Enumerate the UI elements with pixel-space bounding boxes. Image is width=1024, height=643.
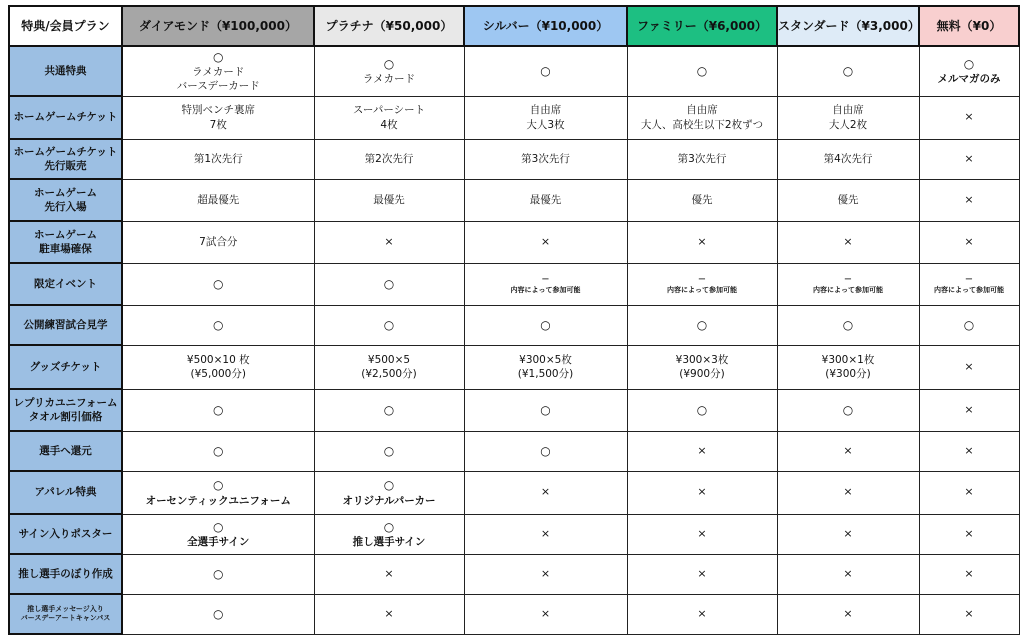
row-header-label: 選手へ還元	[39, 444, 92, 457]
available-mark: ○	[383, 478, 395, 493]
unavailable-mark: ×	[964, 234, 974, 248]
cell-text: 内容によって参加可能	[934, 286, 1004, 295]
table-row	[9, 389, 1019, 431]
unavailable-mark: ×	[964, 402, 974, 416]
table-cell	[627, 554, 777, 594]
cell-text: ¥300×3枚	[675, 353, 729, 366]
table-cell	[314, 471, 464, 514]
available-mark: ○	[842, 402, 854, 417]
row-header	[9, 96, 122, 139]
header-plan-1: ダイアモンド（¥100,000）	[122, 6, 314, 46]
table-cell	[627, 263, 777, 305]
table-cell	[122, 431, 314, 471]
row-header	[9, 389, 122, 431]
cell-text: ラメカード	[362, 73, 416, 86]
header-plan-2: プラチナ（¥50,000）	[314, 6, 464, 46]
table-cell	[122, 471, 314, 514]
unavailable-mark: ×	[964, 192, 974, 206]
table-cell	[627, 179, 777, 221]
table-cell	[627, 431, 777, 471]
available-mark: ○	[383, 402, 395, 417]
available-mark: ○	[540, 443, 551, 458]
row-header-label: 推し選手メッセージ入り	[27, 604, 104, 613]
table-cell	[314, 514, 464, 554]
table-cell	[919, 514, 1019, 554]
unavailable-mark: ×	[540, 566, 551, 580]
cell-text: メルマガのみ	[937, 73, 1001, 86]
available-mark: ○	[213, 49, 224, 64]
cell-text: (¥5,000分)	[190, 368, 246, 380]
table-cell	[464, 554, 627, 594]
table-row	[9, 345, 1019, 389]
table-cell	[122, 96, 314, 139]
table-cell	[777, 263, 919, 305]
table-cell	[777, 305, 919, 345]
table-row	[9, 431, 1019, 471]
unavailable-mark: ×	[697, 526, 707, 540]
cell-text: 内容によって参加可能	[510, 286, 581, 295]
cell-text: 自由席	[529, 104, 562, 117]
table-cell	[627, 514, 777, 554]
cell-text: 推し選手サイン	[352, 536, 426, 548]
header-plan-4: ファミリー（¥6,000）	[627, 6, 777, 46]
table-cell	[314, 139, 464, 179]
row-header	[9, 431, 122, 471]
table-body	[9, 46, 1019, 634]
unavailable-mark: ×	[384, 566, 394, 580]
cell-text: 第3次先行	[677, 152, 727, 165]
unavailable-mark: ×	[697, 443, 707, 457]
table-cell	[919, 139, 1019, 179]
unavailable-mark: ×	[843, 526, 853, 540]
cell-text: オーセンティックユニフォーム	[145, 494, 291, 507]
table-cell	[919, 221, 1019, 263]
table-cell	[464, 389, 627, 431]
table-cell	[464, 471, 627, 514]
unavailable-mark: ×	[384, 606, 394, 620]
unavailable-mark: ×	[843, 566, 853, 580]
cell-text: 4枚	[380, 118, 398, 131]
unavailable-mark: ×	[540, 234, 551, 248]
table-cell	[122, 221, 314, 263]
row-header-label: グッズチケット	[29, 360, 102, 373]
available-mark: ○	[213, 276, 224, 291]
table-cell	[122, 46, 314, 96]
cell-text: 内容によって参加可能	[813, 286, 883, 295]
table-row	[9, 305, 1019, 345]
available-mark: ○	[963, 57, 975, 72]
cell-text: 優先	[837, 193, 859, 206]
cell-text: ¥500×5	[367, 353, 411, 366]
table-cell	[122, 305, 314, 345]
available-mark: ○	[963, 317, 975, 332]
table-cell	[919, 554, 1019, 594]
table-cell	[122, 179, 314, 221]
row-header-label: アパレル特典	[34, 486, 97, 499]
table-cell	[464, 179, 627, 221]
row-header	[9, 554, 122, 594]
available-mark: ○	[213, 443, 224, 458]
membership-benefits-table	[8, 5, 1020, 635]
table-cell	[122, 263, 314, 305]
available-mark: ○	[383, 443, 395, 458]
row-header-label: ホームゲームチケット	[13, 111, 118, 124]
table-cell	[627, 46, 777, 96]
row-header-label: バースデーアートキャンパス	[20, 614, 111, 622]
table-cell	[919, 179, 1019, 221]
unavailable-mark: ×	[964, 151, 974, 165]
table-cell	[627, 471, 777, 514]
dash-mark: −	[541, 273, 550, 285]
row-header-label: ホームゲーム	[34, 186, 97, 199]
unavailable-mark: ×	[843, 443, 853, 457]
row-header-label: タオル割引価格	[28, 411, 103, 423]
unavailable-mark: ×	[964, 443, 974, 457]
available-mark: ○	[383, 519, 395, 534]
cell-text: 自由席	[832, 104, 864, 117]
table-row	[9, 514, 1019, 554]
cell-text: 優先	[691, 193, 713, 206]
row-header-label: 推し選手のぼり作成	[18, 567, 113, 580]
table-cell	[122, 389, 314, 431]
row-header-label: 先行入場	[44, 201, 87, 213]
table-cell	[627, 305, 777, 345]
table-row	[9, 139, 1019, 179]
table-cell	[777, 471, 919, 514]
table-cell	[627, 389, 777, 431]
table-row	[9, 263, 1019, 305]
cell-text: (¥2,500分)	[361, 368, 417, 380]
table-cell	[919, 305, 1019, 345]
row-header-label: ホームゲームチケット	[13, 145, 118, 158]
cell-text: 全選手サイン	[187, 536, 250, 548]
available-mark: ○	[696, 64, 708, 79]
table-cell	[777, 179, 919, 221]
available-mark: ○	[842, 317, 854, 332]
cell-text: 第1次先行	[193, 152, 243, 165]
table-cell	[464, 263, 627, 305]
table-cell	[627, 345, 777, 389]
table-row	[9, 594, 1019, 634]
cell-text: バースデーカード	[176, 80, 260, 93]
table-cell	[919, 389, 1019, 431]
table-cell	[122, 594, 314, 634]
table-cell	[627, 594, 777, 634]
cell-text: 最優先	[529, 193, 562, 206]
row-header-label: レプリカユニフォーム	[13, 396, 118, 409]
row-header	[9, 594, 122, 634]
row-header	[9, 263, 122, 305]
available-mark: ○	[540, 402, 551, 417]
row-header-label: 先行販売	[44, 160, 87, 172]
cell-text: 最優先	[373, 193, 405, 206]
unavailable-mark: ×	[540, 606, 551, 620]
cell-text: (¥300分)	[825, 368, 871, 380]
row-header-label: 駐車場確保	[39, 243, 92, 255]
row-header-label: 限定イベント	[34, 277, 97, 290]
cell-text: 第3次先行	[521, 152, 570, 165]
available-mark: ○	[213, 317, 224, 332]
header-row	[9, 6, 1019, 46]
table-cell	[464, 221, 627, 263]
table-cell	[919, 471, 1019, 514]
cell-text: 大人2枚	[828, 118, 868, 131]
header-plan-3: シルバー（¥10,000）	[464, 6, 627, 46]
cell-text: ラメカード	[192, 66, 245, 79]
available-mark: ○	[213, 478, 224, 493]
unavailable-mark: ×	[964, 359, 974, 373]
table-cell	[314, 96, 464, 139]
unavailable-mark: ×	[697, 566, 707, 580]
table-cell	[464, 594, 627, 634]
cell-text: ¥300×1枚	[821, 353, 875, 366]
available-mark: ○	[213, 519, 224, 534]
cell-text: 7枚	[209, 118, 227, 131]
unavailable-mark: ×	[964, 606, 974, 620]
available-mark: ○	[213, 606, 224, 621]
cell-text: 内容によって参加可能	[667, 286, 737, 295]
cell-text: 7試合分	[199, 235, 238, 248]
table-cell	[919, 345, 1019, 389]
table-row	[9, 96, 1019, 139]
row-header-label: ホームゲーム	[34, 228, 97, 241]
table-cell	[919, 46, 1019, 96]
table-cell	[464, 345, 627, 389]
cell-text: 大人3枚	[526, 118, 565, 131]
cell-text: 特別ベンチ裏席	[181, 104, 255, 117]
cell-text: 第2次先行	[364, 152, 414, 165]
available-mark: ○	[842, 64, 854, 79]
row-header-label: 共通特典	[44, 64, 87, 77]
row-header	[9, 471, 122, 514]
table-cell	[122, 139, 314, 179]
cell-text: 第4次先行	[823, 152, 873, 165]
cell-text: 自由席	[686, 104, 718, 117]
table-row	[9, 471, 1019, 514]
table-cell	[627, 96, 777, 139]
unavailable-mark: ×	[384, 234, 394, 248]
table-cell	[777, 594, 919, 634]
table-row	[9, 221, 1019, 263]
table-cell	[314, 305, 464, 345]
cell-text: ¥300×5枚	[519, 353, 572, 366]
table-cell	[777, 139, 919, 179]
table-cell	[314, 345, 464, 389]
cell-text: スーパーシート	[352, 104, 426, 117]
table-cell	[919, 96, 1019, 139]
table-cell	[777, 46, 919, 96]
table-cell	[122, 345, 314, 389]
header-benefit-plan: 特典/会員プラン	[9, 6, 122, 46]
available-mark: ○	[213, 566, 224, 581]
row-header	[9, 514, 122, 554]
table-cell	[122, 514, 314, 554]
table-cell	[464, 139, 627, 179]
row-header	[9, 221, 122, 263]
table-cell	[314, 46, 464, 96]
row-header	[9, 46, 122, 96]
cell-text: オリジナルパーカー	[342, 494, 436, 507]
row-header	[9, 179, 122, 221]
table-cell	[919, 594, 1019, 634]
table-cell	[919, 263, 1019, 305]
table-cell	[464, 305, 627, 345]
cell-text: (¥1,500分)	[517, 368, 574, 380]
table-cell	[627, 139, 777, 179]
cell-text: ¥500×10 枚	[186, 353, 250, 366]
unavailable-mark: ×	[540, 485, 551, 499]
available-mark: ○	[696, 402, 708, 417]
membership-benefits-table-container	[8, 5, 1020, 635]
unavailable-mark: ×	[964, 110, 974, 124]
cell-text: 超最優先	[197, 193, 240, 206]
unavailable-mark: ×	[964, 485, 974, 499]
cell-text: 大人、高校生以下2枚ずつ	[640, 118, 764, 131]
header-plan-6: 無料（¥0）	[919, 6, 1019, 46]
dash-mark: −	[697, 273, 707, 285]
table-cell	[314, 221, 464, 263]
table-cell	[464, 96, 627, 139]
available-mark: ○	[213, 402, 224, 417]
unavailable-mark: ×	[964, 566, 974, 580]
unavailable-mark: ×	[843, 234, 853, 248]
table-row	[9, 554, 1019, 594]
table-cell	[777, 345, 919, 389]
table-cell	[777, 389, 919, 431]
table-cell	[777, 514, 919, 554]
table-cell	[314, 389, 464, 431]
unavailable-mark: ×	[540, 526, 551, 540]
row-header	[9, 139, 122, 179]
table-cell	[314, 554, 464, 594]
dash-mark: −	[964, 273, 974, 285]
unavailable-mark: ×	[843, 485, 853, 499]
table-cell	[777, 221, 919, 263]
row-header	[9, 305, 122, 345]
table-row	[9, 179, 1019, 221]
table-cell	[777, 431, 919, 471]
row-header-label: 公開練習試合見学	[23, 318, 108, 331]
available-mark: ○	[540, 64, 551, 79]
table-cell	[464, 431, 627, 471]
table-cell	[122, 554, 314, 594]
available-mark: ○	[383, 57, 395, 72]
dash-mark: −	[843, 273, 853, 285]
unavailable-mark: ×	[964, 526, 974, 540]
unavailable-mark: ×	[697, 606, 707, 620]
unavailable-mark: ×	[697, 234, 707, 248]
table-cell	[464, 514, 627, 554]
available-mark: ○	[383, 317, 395, 332]
table-cell	[314, 263, 464, 305]
table-cell	[919, 431, 1019, 471]
header-plan-5: スタンダード（¥3,000）	[777, 6, 919, 46]
table-cell	[777, 96, 919, 139]
table-cell	[314, 431, 464, 471]
available-mark: ○	[696, 317, 708, 332]
table-cell	[777, 554, 919, 594]
table-cell	[627, 221, 777, 263]
available-mark: ○	[540, 317, 551, 332]
table-cell	[314, 594, 464, 634]
table-cell	[314, 179, 464, 221]
unavailable-mark: ×	[697, 485, 707, 499]
table-row	[9, 46, 1019, 96]
row-header-label: サイン入りポスター	[18, 527, 113, 540]
unavailable-mark: ×	[843, 606, 853, 620]
table-cell	[464, 46, 627, 96]
available-mark: ○	[383, 276, 395, 291]
row-header	[9, 345, 122, 389]
cell-text: (¥900分)	[679, 368, 725, 380]
